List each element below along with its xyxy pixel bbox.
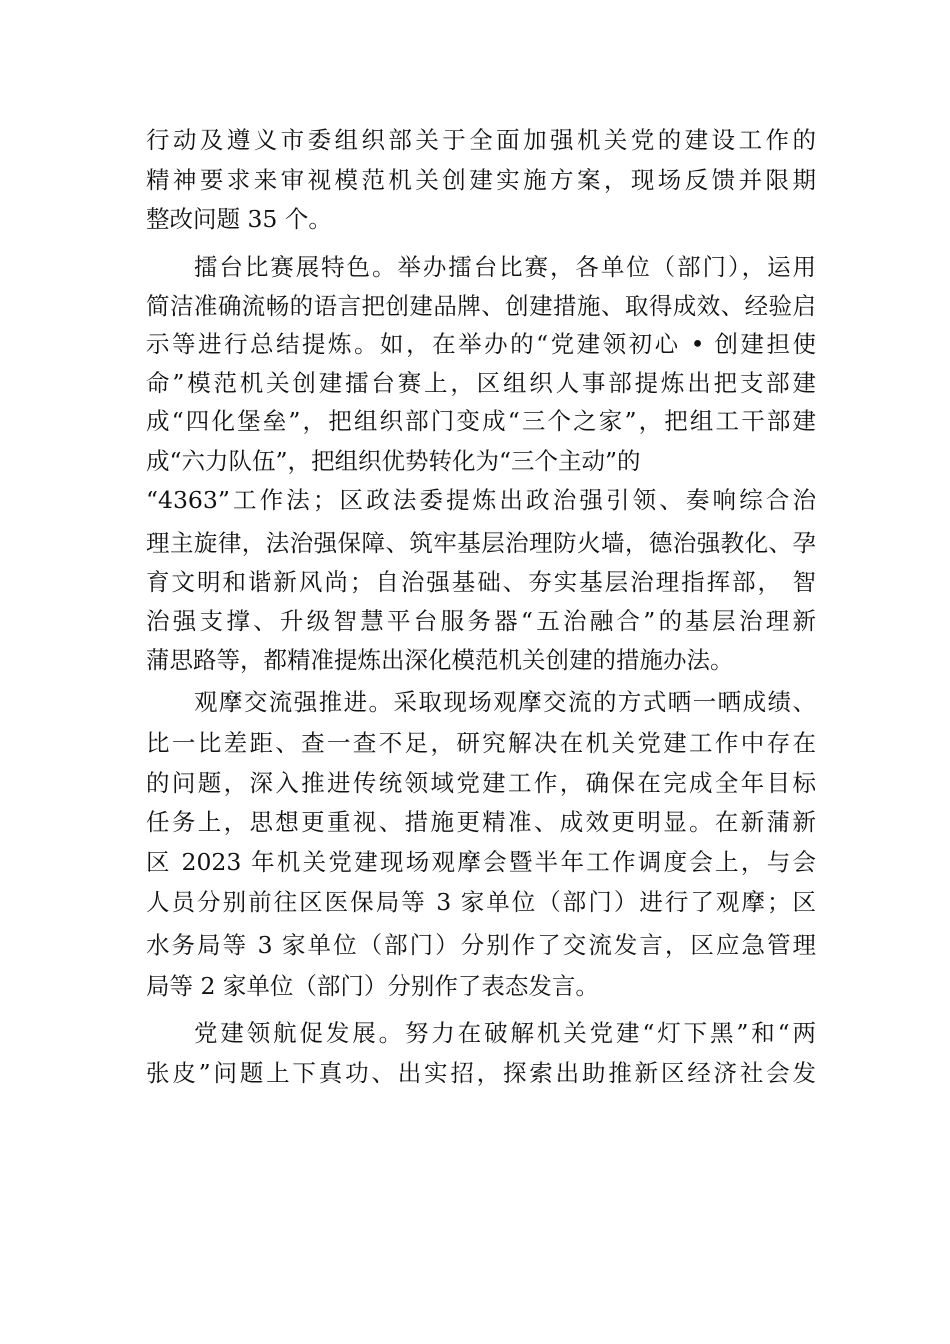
paragraph-line: 水务局等 3 家单位（部门）分别作了交流发言，区应急管理 xyxy=(146,931,816,959)
paragraph-line: 局等 2 家单位（部门）分别作了表态发言。 xyxy=(146,972,599,1000)
paragraph-line: 成“四化堡垒”，把组织部门变成“三个之家”，把组工干部建 xyxy=(146,407,816,435)
paragraph-line: 精神要求来审视模范机关创建实施方案，现场反馈并限期 xyxy=(146,166,816,194)
paragraph-line: 区 2023 年机关党建现场观摩会暨半年工作调度会上，与会 xyxy=(146,848,816,876)
paragraph-line: 简洁准确流畅的语言把创建品牌、创建措施、取得成效、经验启 xyxy=(146,292,816,320)
paragraph-line: 整改问题 35 个。 xyxy=(146,205,332,233)
paragraph-line: 的问题，深入推进传统领域党建工作，确保在完成全年目标 xyxy=(146,769,816,797)
paragraph-line: “4363”工作法；区政法委提炼出政治强引领、奏响综合治 xyxy=(146,486,816,514)
paragraph-line: 任务上，思想更重视、措施更精准、成效更明显。在新蒲新 xyxy=(146,808,816,836)
paragraph-line: 示等进行总结提炼。如，在举办的“党建领初心 • 创建担使 xyxy=(146,330,816,358)
paragraph-line: 治强支撑、升级智慧平台服务器“五治融合”的基层治理新 xyxy=(146,607,816,635)
paragraph-line: 成“六力队伍”，把组织优势转化为“三个主动”的 xyxy=(146,447,641,475)
paragraph-line: 行动及遵义市委组织部关于全面加强机关党的建设工作的 xyxy=(146,126,816,154)
paragraph-heading-line: 党建领航促发展。努力在破解机关党建“灯下黑”和“两 xyxy=(194,1019,816,1047)
paragraph-line: 理主旋律，法治强保障、筑牢基层治理防火墙，德治强教化、孕 xyxy=(146,529,816,557)
paragraph-heading-line: 观摩交流强推进。采取现场观摩交流的方式晒一晒成绩、 xyxy=(194,688,816,716)
paragraph-heading-line: 擂台比赛展特色。举办擂台比赛，各单位（部门），运用 xyxy=(194,253,816,281)
paragraph-line: 育文明和谐新风尚；自治强基础、夯实基层治理指挥部， 智 xyxy=(146,568,816,596)
paragraph-line: 蒲思路等，都精准提炼出深化模范机关创建的措施办法。 xyxy=(146,646,734,674)
paragraph-line: 张皮”问题上下真功、出实招，探索出助推新区经济社会发 xyxy=(146,1059,816,1087)
paragraph-line: 比一比差距、查一查不足，研究解决在机关党建工作中存在 xyxy=(146,729,816,757)
paragraph-line: 人员分别前往区医保局等 3 家单位（部门）进行了观摩；区 xyxy=(146,888,816,916)
paragraph-line: 命”模范机关创建擂台赛上，区组织人事部提炼出把支部建 xyxy=(146,369,816,397)
